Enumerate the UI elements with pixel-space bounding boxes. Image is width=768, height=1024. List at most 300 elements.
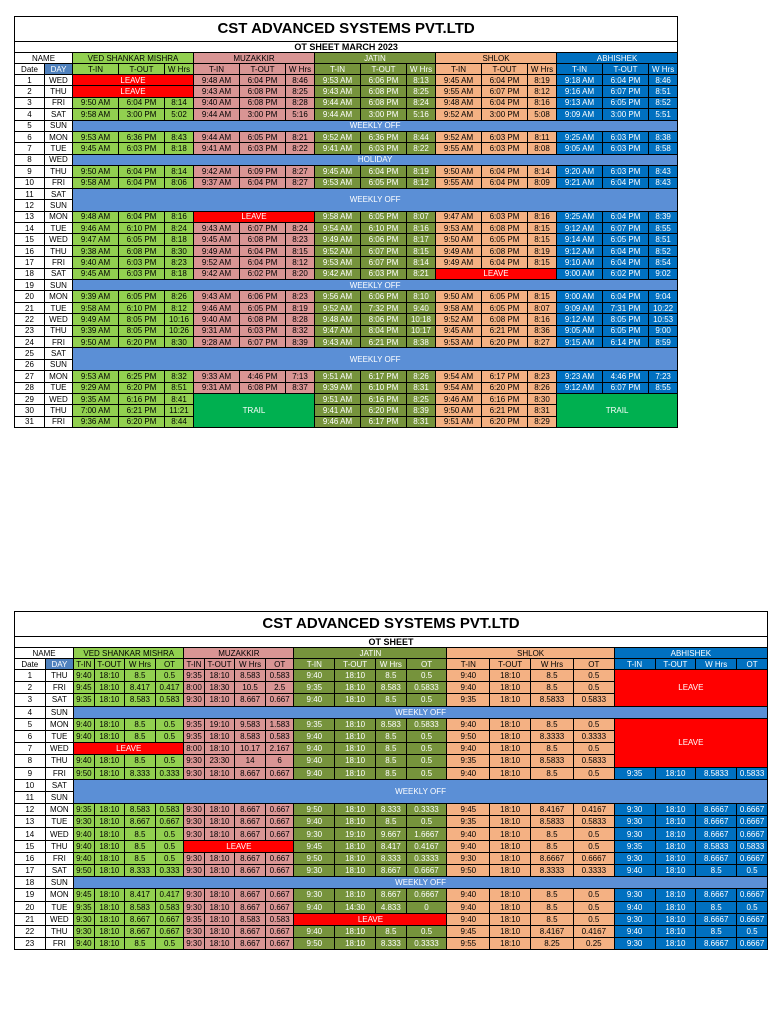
time-cell: 8:17 [407, 234, 436, 245]
time-cell: 6:07 PM [603, 223, 649, 234]
time-cell: 9:40 [74, 852, 94, 864]
time-cell: 8.6667 [696, 852, 737, 864]
time-cell: 18:10 [490, 682, 531, 694]
time-cell: 18:10 [94, 852, 125, 864]
time-cell: 0.583 [155, 901, 184, 913]
date-cell: 27 [15, 371, 45, 382]
time-cell: 8:13 [407, 75, 436, 86]
time-cell: 18:10 [490, 755, 531, 767]
column-header: T-OUT [119, 64, 165, 75]
time-cell: 8.5833 [696, 840, 737, 852]
time-cell: 8.417 [125, 682, 156, 694]
time-cell: 6:17 PM [361, 416, 407, 427]
day-cell: WED [45, 913, 74, 925]
time-cell: 8.5 [531, 743, 574, 755]
table-row [15, 75, 678, 86]
column-header-row [15, 64, 678, 75]
time-cell: 6:14 PM [603, 336, 649, 347]
time-cell: 8:51 [649, 234, 678, 245]
date-cell: 1 [15, 670, 46, 682]
time-cell: 6:04 PM [240, 245, 286, 256]
time-cell: 8:52 [649, 97, 678, 108]
time-cell: 8:30 [528, 393, 557, 404]
time-cell: 18:10 [335, 804, 376, 816]
time-cell: 8:21 [407, 268, 436, 279]
time-cell: 0.5 [406, 730, 447, 742]
time-cell: 9:40 [294, 670, 335, 682]
time-cell: 8.333 [376, 852, 407, 864]
table-row [15, 166, 678, 177]
time-cell: 0.6667 [737, 938, 768, 950]
time-cell: 0.5 [573, 670, 614, 682]
time-cell: 6:04 PM [482, 97, 528, 108]
time-cell: 8.667 [235, 925, 266, 937]
time-cell: 9:42 AM [194, 166, 240, 177]
time-cell: 9:30 [74, 925, 94, 937]
time-cell: 8:46 [649, 75, 678, 86]
time-cell: 9:55 [447, 938, 490, 950]
time-cell: 18:10 [335, 682, 376, 694]
time-cell: 6:03 PM [361, 268, 407, 279]
time-cell: 18:10 [490, 852, 531, 864]
time-cell: 18:10 [490, 889, 531, 901]
time-cell: 0.5 [406, 743, 447, 755]
time-cell: 0.583 [265, 913, 294, 925]
day-cell: SUN [45, 791, 74, 803]
time-cell: 0.5833 [573, 816, 614, 828]
time-cell: 8:37 [286, 382, 315, 393]
table-row [15, 223, 678, 234]
employee-name: JATIN [315, 53, 436, 64]
time-cell: 6:05 PM [240, 302, 286, 313]
time-cell: 18:10 [204, 767, 235, 779]
time-cell: 6:06 PM [240, 291, 286, 302]
time-cell: 0.667 [155, 816, 184, 828]
employee-name: VED SHANKAR MISHRA [73, 53, 194, 64]
time-cell: 9:00 AM [557, 268, 603, 279]
time-cell: 0.5 [155, 938, 184, 950]
time-cell: 18:10 [335, 670, 376, 682]
time-cell: 8.667 [235, 804, 266, 816]
time-cell: 9:41 AM [315, 143, 361, 154]
time-cell: 0.6667 [737, 828, 768, 840]
time-cell: 8.6667 [531, 852, 574, 864]
time-cell: 9:05 AM [557, 143, 603, 154]
time-cell: 18:10 [94, 804, 125, 816]
time-cell: 6:05 PM [603, 325, 649, 336]
employee-name: VED SHANKAR MISHRA [74, 648, 184, 659]
day-cell: WED [45, 75, 73, 86]
date-cell: 21 [15, 302, 45, 313]
time-cell: 18:10 [335, 816, 376, 828]
time-cell: 18:10 [655, 816, 696, 828]
date-cell: 7 [15, 743, 46, 755]
time-cell: 6:10 PM [361, 223, 407, 234]
leave-cell: LEAVE [73, 86, 194, 97]
time-cell: 3:00 PM [361, 109, 407, 120]
time-cell: 9:49 AM [73, 314, 119, 325]
time-cell: 8.333 [125, 865, 156, 877]
time-cell: 0.667 [155, 913, 184, 925]
date-cell: 28 [15, 382, 45, 393]
time-cell: 8.667 [235, 865, 266, 877]
time-cell: 8:15 [528, 234, 557, 245]
time-cell: 9:15 AM [557, 336, 603, 347]
time-cell: 18:10 [655, 889, 696, 901]
time-cell: 0.3333 [406, 804, 447, 816]
time-cell: 9:29 AM [73, 382, 119, 393]
time-cell: 9:14 AM [557, 234, 603, 245]
time-cell: 9:30 [184, 694, 204, 706]
time-cell: 8.5 [125, 670, 156, 682]
time-cell: 9:50 [74, 767, 94, 779]
time-cell: 6:17 PM [361, 371, 407, 382]
company-row [15, 17, 678, 42]
time-cell: 2.5 [265, 682, 294, 694]
time-cell: 18:10 [490, 743, 531, 755]
time-cell: 9:30 [294, 828, 335, 840]
time-cell: 18:10 [490, 730, 531, 742]
time-cell: 8.5833 [531, 816, 574, 828]
date-cell: 24 [15, 336, 45, 347]
date-cell: 31 [15, 416, 45, 427]
time-cell: 8.667 [235, 901, 266, 913]
ot-sheet [14, 611, 768, 950]
date-cell: 15 [15, 234, 45, 245]
time-cell: 18:10 [204, 913, 235, 925]
time-cell: 6:07 PM [603, 382, 649, 393]
time-cell: 18:10 [204, 865, 235, 877]
time-cell: 18:10 [655, 925, 696, 937]
column-header: OT [406, 659, 447, 670]
employee-names-row [15, 53, 678, 64]
date-cell: 13 [15, 816, 46, 828]
time-cell: 8:51 [165, 382, 194, 393]
time-cell: 9:31 AM [194, 325, 240, 336]
time-cell: 9:40 AM [73, 257, 119, 268]
time-cell: 8:22 [286, 143, 315, 154]
time-cell: 0.5 [155, 852, 184, 864]
time-cell: 18:10 [204, 816, 235, 828]
time-cell: 8:39 [286, 336, 315, 347]
day-cell: THU [45, 166, 73, 177]
time-cell: 9:40 AM [194, 314, 240, 325]
time-cell: 6:20 PM [119, 382, 165, 393]
time-cell: 8:18 [165, 143, 194, 154]
time-cell: 18:10 [94, 755, 125, 767]
time-cell: 18:10 [204, 730, 235, 742]
time-cell: 0.5 [573, 743, 614, 755]
time-cell: 9:30 [614, 816, 655, 828]
time-cell: 0.5 [573, 718, 614, 730]
time-cell: 9:55 AM [436, 143, 482, 154]
date-header: Date [15, 64, 45, 75]
time-cell: 9:43 AM [194, 223, 240, 234]
day-cell: FRI [45, 177, 73, 188]
time-cell: 8.5 [125, 828, 156, 840]
time-cell: 6:05 PM [119, 291, 165, 302]
date-cell: 4 [15, 109, 45, 120]
time-cell: 9:48 AM [194, 75, 240, 86]
time-cell: 9:48 AM [315, 314, 361, 325]
time-cell: 8.667 [235, 767, 266, 779]
column-header: T-IN [194, 64, 240, 75]
time-cell: 8.5 [125, 730, 156, 742]
table-row [15, 670, 768, 682]
time-cell: 6:17 PM [482, 371, 528, 382]
time-cell: 6:21 PM [119, 405, 165, 416]
time-cell: 18:10 [490, 840, 531, 852]
time-cell: 18:10 [335, 840, 376, 852]
time-cell: 9:02 [649, 268, 678, 279]
time-cell: 6:05 PM [482, 291, 528, 302]
time-cell: 9:52 AM [436, 131, 482, 142]
time-cell: 0.3333 [573, 865, 614, 877]
time-cell: 8.5 [696, 865, 737, 877]
time-cell: 3:00 PM [119, 109, 165, 120]
time-cell: 9:30 [184, 767, 204, 779]
time-cell: 9:38 AM [73, 245, 119, 256]
time-cell: 9:46 AM [194, 302, 240, 313]
time-cell: 9:40 [614, 901, 655, 913]
time-cell: 9:52 AM [315, 302, 361, 313]
time-cell: 6:03 PM [603, 143, 649, 154]
time-cell: 0.5 [155, 828, 184, 840]
time-cell: 8:12 [165, 302, 194, 313]
time-cell: 9:35 [614, 840, 655, 852]
time-cell: 9:40 [447, 889, 490, 901]
time-cell: 9:40 [74, 938, 94, 950]
time-cell: 6:36 PM [361, 131, 407, 142]
time-cell: 19:10 [204, 718, 235, 730]
time-cell: 8:16 [165, 211, 194, 222]
table-row [15, 382, 678, 393]
time-cell: 8.6667 [696, 828, 737, 840]
time-cell: 6:10 PM [119, 302, 165, 313]
time-cell: 8:07 [528, 302, 557, 313]
time-cell: 9:40 [294, 816, 335, 828]
column-header: T-IN [614, 659, 655, 670]
time-cell: 0.6667 [737, 852, 768, 864]
date-cell: 23 [15, 938, 46, 950]
time-cell: 9:40 [74, 670, 94, 682]
time-cell: 18:10 [335, 767, 376, 779]
time-cell: 9:52 AM [315, 131, 361, 142]
time-cell: 18:10 [335, 694, 376, 706]
name-label: NAME [15, 648, 74, 659]
time-cell: 18:10 [490, 718, 531, 730]
time-cell: 18:10 [490, 694, 531, 706]
time-cell: 8:00 [184, 682, 204, 694]
time-cell: 8:08 [528, 143, 557, 154]
time-cell: 18:10 [655, 828, 696, 840]
time-cell: 18:10 [490, 828, 531, 840]
time-cell: 9:44 AM [315, 109, 361, 120]
table-row [15, 938, 768, 950]
time-cell: 10:22 [649, 302, 678, 313]
time-cell: 9:21 AM [557, 177, 603, 188]
table-row [15, 268, 678, 279]
column-header: W Hrs [531, 659, 574, 670]
time-cell: 18:10 [94, 670, 125, 682]
day-cell: SUN [45, 359, 73, 370]
time-cell: 18:10 [490, 670, 531, 682]
time-cell: 18:10 [655, 767, 696, 779]
column-header: W Hrs [649, 64, 678, 75]
time-cell: 0.5 [737, 865, 768, 877]
date-cell: 11 [15, 791, 46, 803]
time-cell: 6:04 PM [119, 177, 165, 188]
time-cell: 8.6667 [696, 889, 737, 901]
column-header-row [15, 659, 768, 670]
time-cell: 9:42 AM [194, 268, 240, 279]
time-cell: 6:05 PM [482, 302, 528, 313]
time-cell: 14 [235, 755, 266, 767]
time-cell: 9.667 [376, 828, 407, 840]
time-cell: 8:05 PM [119, 325, 165, 336]
time-cell: 0.6667 [573, 852, 614, 864]
time-cell: 8:55 [649, 223, 678, 234]
time-cell: 8:26 [528, 382, 557, 393]
time-cell: 9:58 AM [436, 302, 482, 313]
time-cell: 9:42 AM [315, 268, 361, 279]
time-cell: 6:10 PM [119, 223, 165, 234]
time-cell: 9:40 [447, 682, 490, 694]
time-cell: 10:26 [165, 325, 194, 336]
time-cell: 9:45 AM [436, 75, 482, 86]
time-cell: 18:10 [655, 804, 696, 816]
time-cell: 6:05 PM [119, 234, 165, 245]
time-cell: 9:50 [294, 852, 335, 864]
time-cell: 9:30 [614, 913, 655, 925]
sheet-subtitle: OT SHEET [15, 637, 768, 648]
time-cell: 4:46 PM [603, 371, 649, 382]
time-cell: 9:30 [614, 852, 655, 864]
time-cell: 6:04 PM [603, 245, 649, 256]
time-cell: 8.25 [531, 938, 574, 950]
time-cell: 18:10 [94, 925, 125, 937]
time-cell: 18:10 [335, 889, 376, 901]
time-cell: 0.5833 [737, 767, 768, 779]
table-row [15, 889, 768, 901]
time-cell: 8:25 [407, 393, 436, 404]
time-cell: 8:23 [165, 257, 194, 268]
time-cell: 6:07 PM [361, 245, 407, 256]
time-cell: 8.5 [125, 840, 156, 852]
time-cell: 10:53 [649, 314, 678, 325]
time-cell: 8.583 [235, 730, 266, 742]
time-cell: 0.667 [265, 767, 294, 779]
time-cell: 18:10 [490, 913, 531, 925]
time-cell: 0.5 [155, 730, 184, 742]
date-cell: 19 [15, 889, 46, 901]
time-cell: 8:14 [528, 166, 557, 177]
time-cell: 6:04 PM [240, 177, 286, 188]
time-cell: 8.417 [376, 840, 407, 852]
date-cell: 14 [15, 828, 46, 840]
time-cell: 9:50 AM [436, 166, 482, 177]
date-cell: 11 [15, 188, 45, 199]
date-cell: 20 [15, 901, 46, 913]
time-cell: 6:21 PM [482, 405, 528, 416]
time-cell: 0.4167 [573, 804, 614, 816]
time-cell: 8.5 [531, 889, 574, 901]
day-header: DAY [45, 64, 73, 75]
time-cell: 9:53 AM [436, 336, 482, 347]
time-cell: 0.5833 [573, 694, 614, 706]
time-cell: 9:12 AM [557, 382, 603, 393]
date-cell: 2 [15, 86, 45, 97]
time-cell: 8.667 [235, 938, 266, 950]
time-cell: 9:40 [447, 913, 490, 925]
time-cell: 6:04 PM [361, 166, 407, 177]
time-cell: 8:12 [528, 86, 557, 97]
time-cell: 9:44 AM [194, 109, 240, 120]
column-header: T-IN [436, 64, 482, 75]
time-cell: 9:45 [74, 682, 94, 694]
time-cell: 9:35 [447, 816, 490, 828]
table-row [15, 706, 768, 718]
time-cell: 6 [265, 755, 294, 767]
time-cell: 8:19 [407, 166, 436, 177]
time-cell: 9:40 [447, 767, 490, 779]
time-cell: 6:03 PM [240, 325, 286, 336]
time-cell: 8:27 [286, 166, 315, 177]
date-cell: 22 [15, 314, 45, 325]
time-cell: 10.5 [235, 682, 266, 694]
time-cell: 0.5833 [406, 718, 447, 730]
day-cell: WED [45, 314, 73, 325]
time-cell: 0.5833 [737, 840, 768, 852]
time-cell: 8:31 [407, 382, 436, 393]
table-row [15, 131, 678, 142]
time-cell: 0.5 [573, 901, 614, 913]
time-cell: 8:44 [407, 131, 436, 142]
time-cell: 6:16 PM [361, 393, 407, 404]
time-cell: 9:54 AM [436, 371, 482, 382]
time-cell: 18:10 [204, 889, 235, 901]
date-cell: 15 [15, 840, 46, 852]
time-cell: 8.667 [125, 913, 156, 925]
employee-names-row [15, 648, 768, 659]
time-cell: 8.667 [235, 828, 266, 840]
time-cell: 9:30 [184, 804, 204, 816]
day-cell: TUE [45, 816, 74, 828]
time-cell: 8.5 [531, 840, 574, 852]
time-cell: 9:30 [184, 901, 204, 913]
time-cell: 9:43 AM [194, 86, 240, 97]
time-cell: 6:04 PM [119, 211, 165, 222]
time-cell: 18:10 [335, 925, 376, 937]
time-cell: 0.5 [406, 816, 447, 828]
time-cell: 8:05 PM [603, 314, 649, 325]
time-cell: 18:10 [94, 767, 125, 779]
employee-name: SHLOK [447, 648, 614, 659]
time-cell: 5:08 [528, 109, 557, 120]
time-cell: 6:07 PM [240, 336, 286, 347]
time-cell: 8:15 [528, 223, 557, 234]
time-cell: 6:21 PM [361, 336, 407, 347]
day-cell: TUE [45, 901, 74, 913]
time-cell: 6:09 PM [240, 166, 286, 177]
time-cell: 18:10 [94, 682, 125, 694]
day-cell: WED [45, 828, 74, 840]
time-cell: 8:21 [286, 131, 315, 142]
time-cell: 9:20 AM [557, 166, 603, 177]
leave-cell: LEAVE [74, 743, 184, 755]
time-cell: 18:10 [335, 743, 376, 755]
time-cell: 9:50 AM [73, 166, 119, 177]
